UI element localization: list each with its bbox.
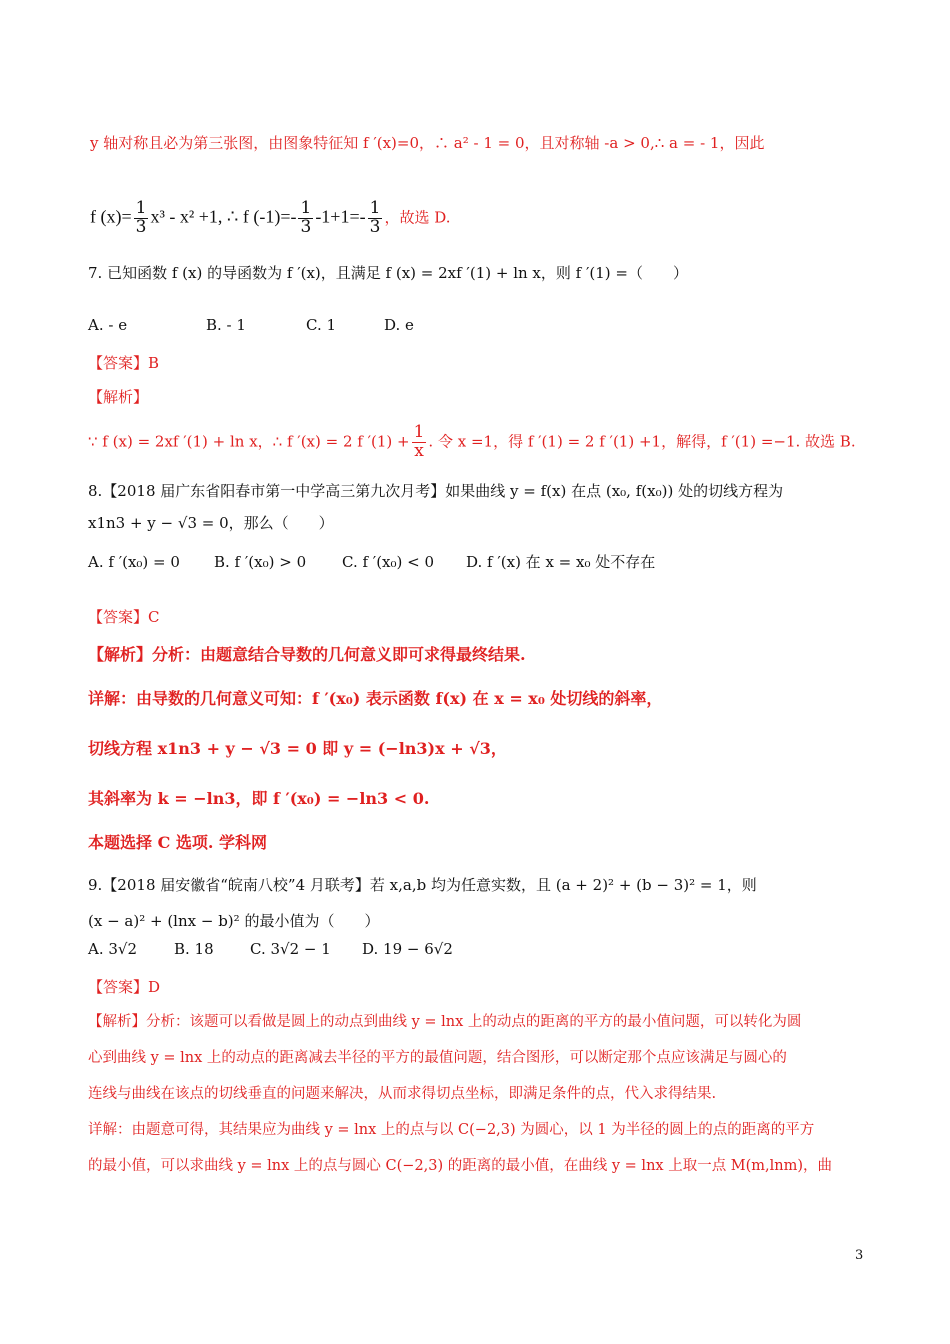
analysis-8: 【解析】分析：由题意结合导数的几何意义即可求得最终结果. (88, 645, 526, 664)
choice-8: 本题选择 C 选项. 学科网 (88, 833, 268, 852)
analysis-9-line-3: 连线与曲线在该点的切线垂直的问题来解决，从而求得切点坐标，即满足条件的点，代入求得结果. (88, 1086, 717, 1102)
fraction-one-third: $\frac{1}{3}$ (369, 198, 381, 237)
fraction-one-over-x: $\frac{1}{x}$ (413, 422, 425, 461)
option-9-b: B. 18 (174, 940, 214, 958)
option-9-c: C. 3√2 − 1 (250, 940, 331, 958)
question-8-line-1: 8.【2018 届广东省阳春市第一中学高三第九次月考】如果曲线 y = f(x) 在点 (x₀, f(x₀)) 处的切线方程为 (88, 482, 784, 500)
conclusion-text: ，故选 D. (384, 208, 451, 227)
option-8-b: B. f ′(x₀) > 0 (214, 553, 307, 571)
analysis-7-heading: 【解析】 (88, 388, 149, 406)
tangent-8: 切线方程 x1n3 + y − √3 = 0 即 y = (−ln3)x + √3， (88, 739, 507, 758)
formula-line-f (90, 200, 950, 237)
fraction-one-third: $\frac{1}{3}$ (135, 198, 147, 237)
detail-8: 详解：由导数的几何意义可知：f ′(x₀) 表示函数 f(x) 在 x = x₀ 处切线的斜率， (88, 689, 663, 708)
options-8 (88, 551, 950, 572)
formula-part: f (x)= (90, 206, 132, 227)
fraction-one-third: $\frac{1}{3}$ (300, 198, 312, 237)
solution-7 (88, 424, 950, 461)
question-7: 7. 已知函数 f (x) 的导函数为 f ′(x)，且满足 f (x) = 2xf ′(1) + ln x，则 f ′(1) =（ ） (88, 264, 688, 282)
question-9-line-2: (x − a)² + (lnx − b)² 的最小值为（ ） (88, 912, 380, 930)
detail-9-line-1: 详解：由题意可得，其结果应为曲线 y = lnx 上的点与以 C(−2,3) 为圆心，以 1 为半径的圆上的点的距离的平方 (88, 1122, 815, 1138)
analysis-9-line-2: 心到曲线 y = lnx 上的动点的距离减去半径的平方的最值问题，结合图形，可以断定那个点应该满足与圆心的 (88, 1050, 787, 1066)
option-7-c: C. 1 (306, 316, 337, 334)
option-8-d: D. f ′(x) 在 x = x₀ 处不存在 (466, 553, 656, 571)
option-8-a: A. f ′(x₀) = 0 (88, 553, 180, 571)
text-line-symmetry: y 轴对称且必为第三张图，由图象特征知 f ′(x)=0，∴ a² - 1 = 0，且对称轴 -a > 0,∴ a = - 1，因此 (90, 134, 765, 152)
option-7-a: A. - e (88, 316, 128, 334)
option-9-a: A. 3√2 (88, 940, 138, 958)
analysis-9-line-1: 【解析】分析：该题可以看做是圆上的动点到曲线 y = lnx 上的动点的距离的平方的最小值问题，可以转化为圆 (88, 1014, 802, 1030)
options-7 (88, 316, 950, 334)
option-7-b: B. - 1 (206, 316, 246, 334)
slope-8: 其斜率为 k = −ln3，即 f ′(x₀) = −ln3 < 0. (88, 789, 430, 808)
options-9 (88, 940, 950, 958)
option-8-c: C. f ′(x₀) < 0 (342, 553, 435, 571)
question-9-line-1: 9.【2018 届安徽省“皖南八校”4 月联考】若 x,a,b 均为任意实数，且 (a + 2)² + (b − 3)² = 1，则 (88, 876, 757, 894)
answer-7: 【答案】B (88, 354, 160, 372)
formula-part: x³ - x² +1, ∴ f (-1)=- (150, 206, 297, 227)
solution-part: ∵ f (x) = 2xf ′(1) + ln x，∴ f ′(x) = 2 f ′(1) + (88, 432, 410, 451)
option-9-d: D. 19 − 6√2 (362, 940, 453, 958)
answer-9: 【答案】D (88, 978, 161, 996)
page-number: 3 (855, 1248, 864, 1263)
question-8-line-2: x1n3 + y − √3 = 0，那么（ ） (88, 514, 334, 532)
option-7-d: D. e (384, 316, 414, 334)
detail-9-line-2: 的最小值，可以求曲线 y = lnx 上的点与圆心 C(−2,3) 的距离的最小值，在曲线 y = lnx 上取一点 M(m,lnm)，曲 (88, 1158, 833, 1174)
formula-part: -1+1=- (315, 206, 366, 227)
answer-8: 【答案】C (88, 608, 160, 626)
solution-part: . 令 x =1，得 f ′(1) = 2 f ′(1) +1，解得，f ′(1) =−1. 故选 B. (428, 432, 856, 451)
